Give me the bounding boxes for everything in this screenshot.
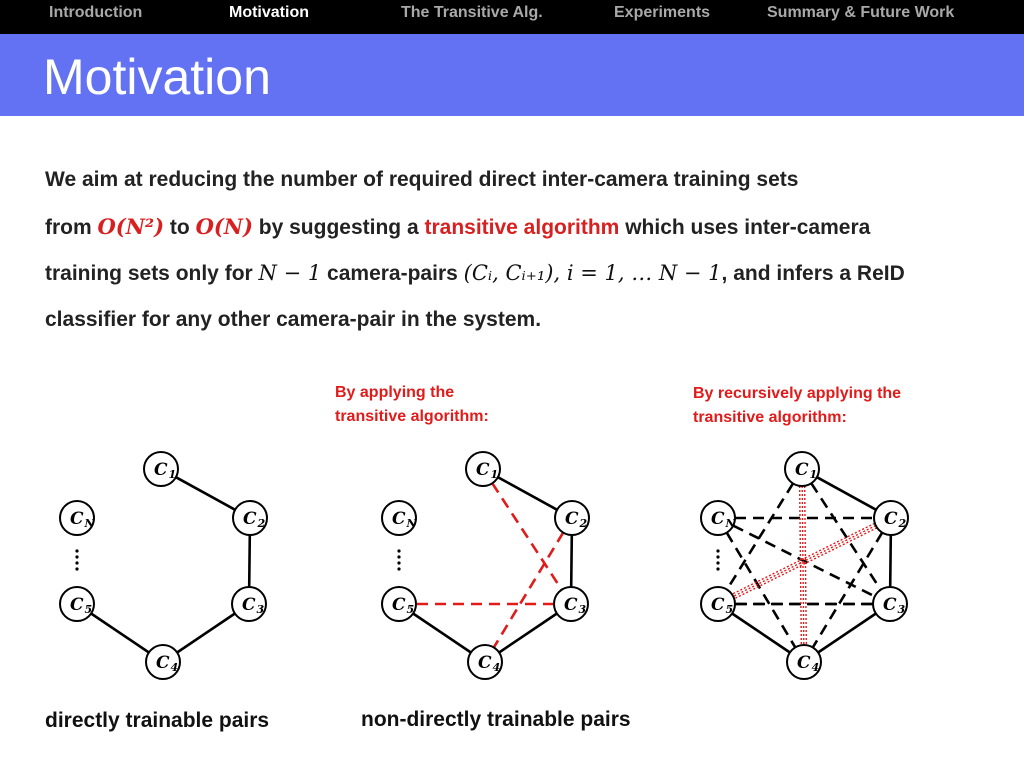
black-dashed-edge-c1-c3 [811,483,880,590]
label-directly-trainable: directly trainable pairs [45,709,270,732]
ellipsis-dot [75,555,78,558]
nav-motivation[interactable]: Motivation [229,4,309,21]
ellipsis-dot [75,561,78,564]
caption-recursive-line-2: transitive algorithm: [693,409,847,426]
camera-node-label: C1 [154,460,177,481]
caption-transitive-line-1: By applying the [335,384,455,401]
nav-summary[interactable]: Summary & Future Work [767,4,955,21]
nav-experiments[interactable]: Experiments [614,4,711,21]
slide-title: Motivation [43,49,271,105]
red-dotted-edge-c1-c4 [802,486,804,645]
ellipsis-dot [75,567,78,570]
recursive-transitive-graph [701,452,908,679]
solid-edge-c3-c4 [818,614,876,653]
caption-recursive-line-1: By recursively applying the [693,385,902,402]
ellipsis-dot [716,549,719,552]
camera-node-label: C4 [156,653,179,674]
camera-node-label: C4 [478,653,501,674]
solid-edge-c3-c4 [177,614,235,653]
ellipsis-dot [397,555,400,558]
solid-edge-c2-c3 [571,535,572,587]
directly-trainable-graph [60,452,267,679]
nav-introduction[interactable]: Introduction [49,4,143,21]
ellipsis-dot [716,561,719,564]
line2-mid: by suggesting a [252,216,425,239]
paragraph-line-4: classifier for any other camera-pair in the system. [45,308,542,331]
ellipsis-dot [397,561,400,564]
solid-edge-c2-c3 [890,535,891,587]
red-dashed-edge-c1-c3 [492,483,561,590]
camera-node-label: C2 [243,509,266,530]
line2-pre: from [45,216,98,239]
camera-node-label: CN [70,509,95,530]
red-dotted-edge-c1-c4 [805,486,807,645]
line3-post: , and infers a ReID [721,262,905,285]
caption-transitive-line-2: transitive algorithm: [335,408,489,425]
solid-edge-c4-c5 [413,614,471,653]
camera-node-label: C3 [242,595,265,616]
camera-node-label: CN [711,509,736,530]
red-dashed-edge-c2-c4 [494,533,563,648]
line2-post: which uses inter-camera [619,216,871,239]
label-non-directly-trainable: non-directly trainable pairs [361,708,631,731]
camera-node-label: C4 [797,653,820,674]
transitive-graph [382,452,589,679]
solid-edge-c2-c3 [249,535,250,587]
camera-node-label: C5 [711,595,734,616]
ellipsis-dot [75,549,78,552]
solid-edge-c1-c2 [176,477,235,510]
camera-node-label: C3 [883,595,906,616]
complexity-quadratic: O(N²) [97,214,165,239]
complexity-linear: O(N) [195,214,253,239]
camera-node-label: C1 [476,460,499,481]
paragraph-line-1: We aim at reducing the number of required direct inter-camera training sets [45,168,799,191]
ellipsis-dot [397,549,400,552]
ellipsis-dot [716,567,719,570]
line2-to: to [164,216,196,239]
camera-pair-formula: (Cᵢ, Cᵢ₊₁), i = 1, … N − 1 [463,261,722,285]
solid-edge-c4-c5 [91,614,149,653]
camera-node-label: C3 [564,595,587,616]
black-dashed-edge-c2-c4 [813,533,882,648]
camera-node-label: C5 [392,595,415,616]
nav-transitive-alg[interactable]: The Transitive Alg. [401,4,543,21]
line3-pre: training sets only for [45,262,259,285]
camera-node-label: C1 [795,460,818,481]
line3-mid: camera-pairs [321,262,464,285]
ellipsis-dot [397,567,400,570]
camera-node-label: C5 [70,595,93,616]
camera-node-label: C2 [565,509,588,530]
camera-node-label: CN [392,509,417,530]
black-dashed-edge-cn-c4 [727,533,796,648]
camera-node-label: C2 [884,509,907,530]
n-minus-one: N − 1 [258,261,322,285]
solid-edge-c3-c4 [499,614,557,653]
ellipsis-dot [716,555,719,558]
transitive-algorithm-highlight: transitive algorithm [424,216,620,239]
solid-edge-c4-c5 [732,614,790,653]
